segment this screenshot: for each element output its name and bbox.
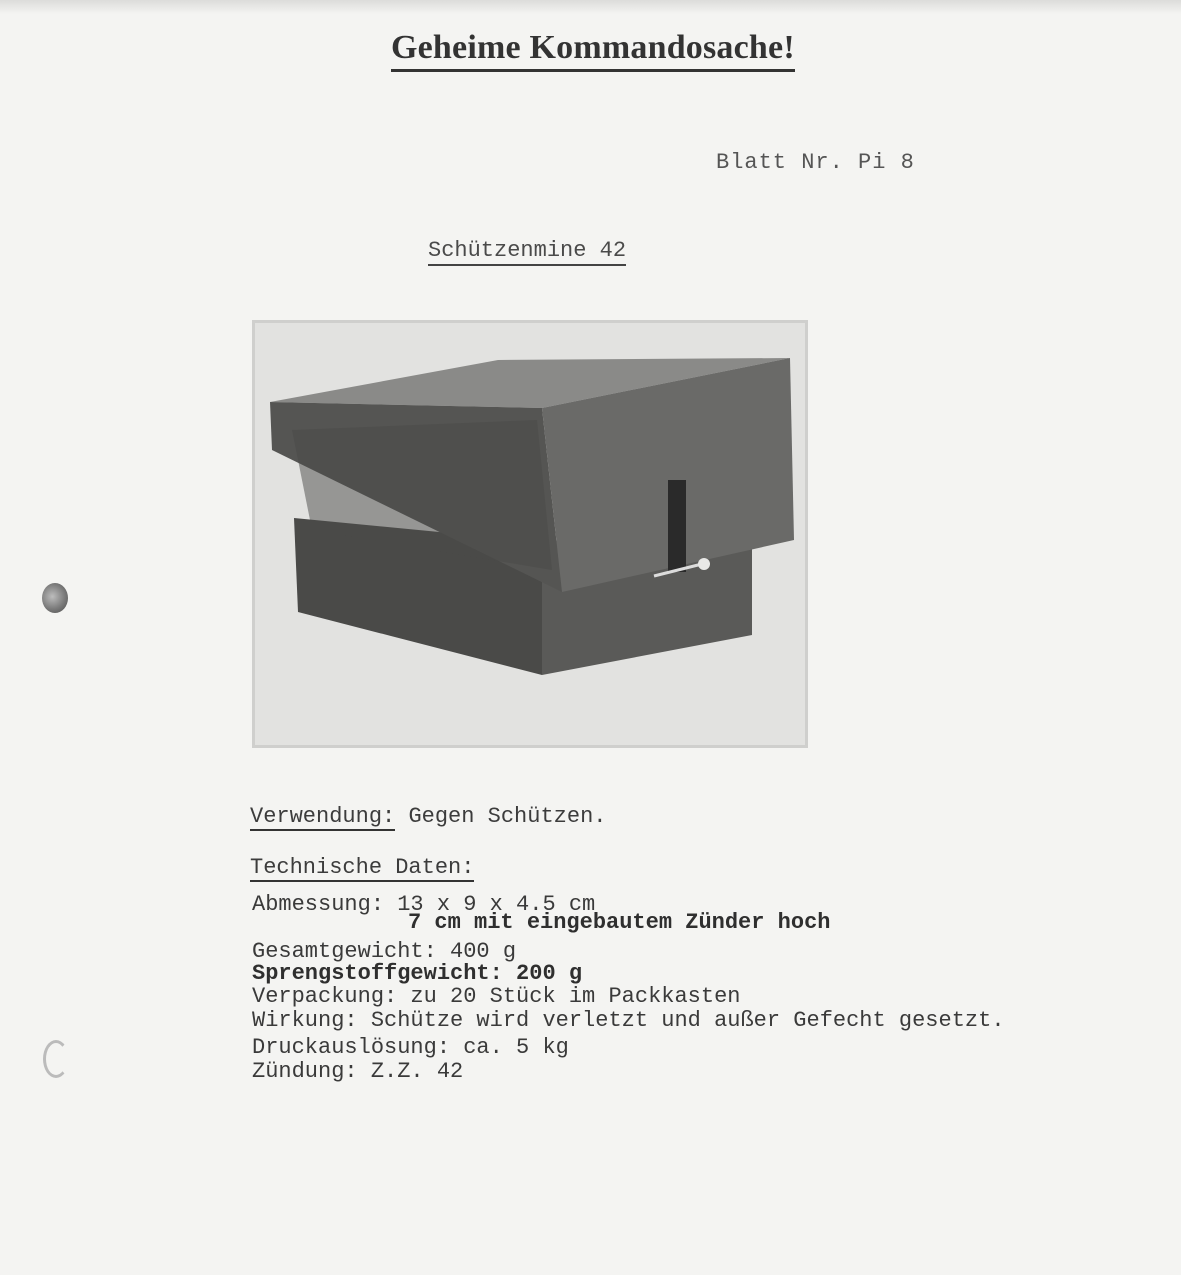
page-top-shadow bbox=[0, 0, 1181, 14]
spec-fuze: Zündung: Z.Z. 42 bbox=[252, 1059, 464, 1084]
document-title: Schützenmine 42 bbox=[428, 238, 626, 266]
tech-data-line bbox=[250, 856, 474, 880]
sheet-number: Blatt Nr. Pi 8 bbox=[716, 150, 915, 175]
spec-explosive-weight: Sprengstoffgewicht: 200 g bbox=[252, 961, 583, 986]
spec-pressure-trigger: Druckauslösung: ca. 5 kg bbox=[252, 1035, 569, 1060]
spec-dimensions: Abmessung: 13 x 9 x 4.5 cm bbox=[252, 892, 596, 917]
spec-dimensions-note: 7 cm mit eingebautem Zünder hoch bbox=[408, 910, 831, 935]
tech-label: Technische Daten: bbox=[250, 855, 475, 880]
usage-label: Verwendung: bbox=[250, 804, 396, 829]
usage-line bbox=[250, 805, 606, 829]
spec-total-weight: Gesamtgewicht: 400 g bbox=[252, 939, 517, 964]
mine-photo bbox=[252, 320, 808, 748]
mine-fuze-knob bbox=[698, 558, 710, 570]
spec-effect: Wirkung: Schütze wird verletzt und außer Gefecht gesetzt. bbox=[252, 1008, 1005, 1033]
mine-fuze-lever bbox=[668, 480, 686, 572]
spec-packaging: Verpackung: zu 20 Stück im Packkasten bbox=[252, 984, 741, 1009]
punch-hole bbox=[43, 1040, 69, 1078]
classification-heading: Geheime Kommandosache! bbox=[391, 28, 795, 72]
punch-hole bbox=[42, 583, 68, 613]
usage-value: Gegen Schützen. bbox=[408, 804, 607, 829]
